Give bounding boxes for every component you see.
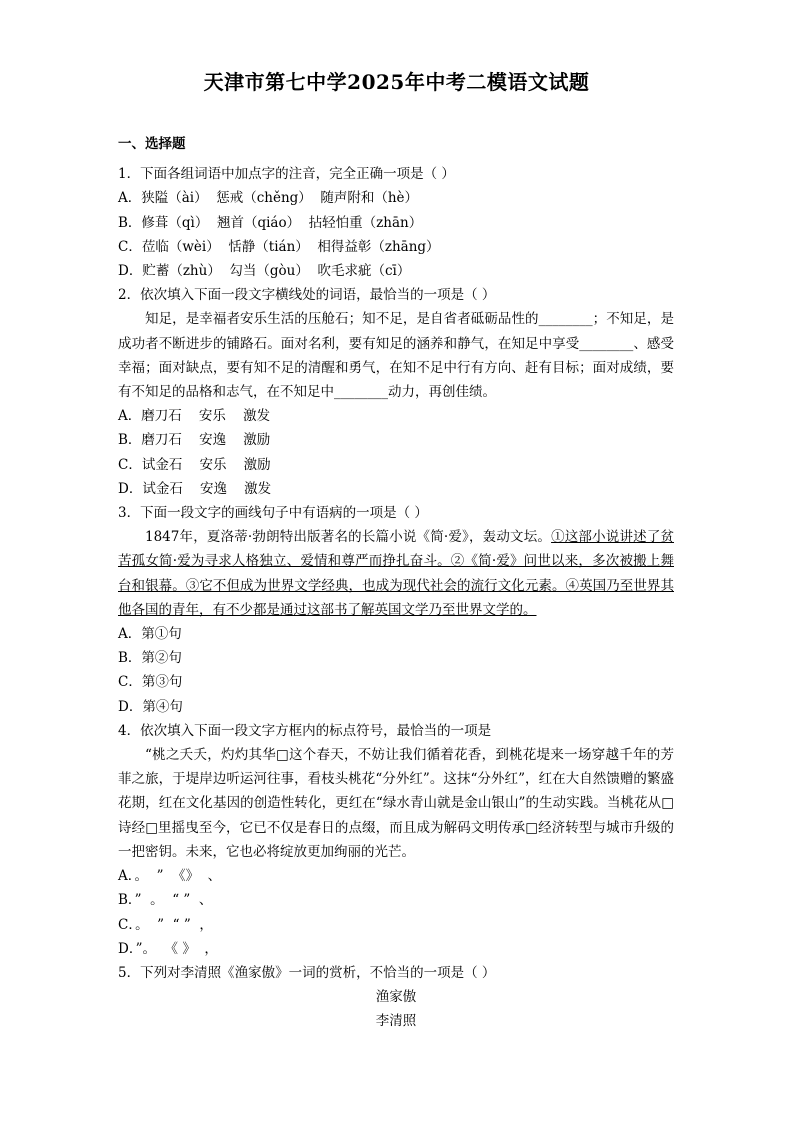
underlined-sentences: ①这部小说讲述了贫苦孤女简·爱为寻求人格独立、爱情和尊严而挣扎奋斗。②《简·爱》问世以来，多次被搬上舞台和银幕。③它不但成为世界文学经典，也成为现代社会的流行文化元素。④英国乃至世界其他各国的青年，有不少都是通过这部书了解英国文学乃至世界文学的。: [118, 529, 674, 618]
question-stem: 1．下面各组词语中加点字的注音，完全正确一项是（ ）: [118, 166, 455, 183]
option-c: C．。 ” “ ” ，: [118, 916, 213, 933]
option-a: A．第①句: [118, 626, 182, 643]
option-b: B．第②句: [118, 650, 182, 667]
option-d: D．贮蓄（zhù） 勾当（gòu） 吹毛求疵（cī）: [118, 263, 411, 280]
option-a: A．狭隘（ài） 惩戒（chěng） 随声附和（hè）: [118, 190, 419, 207]
option-c: C．第③句: [118, 674, 183, 691]
exam-content: [118, 132, 674, 1034]
question-3: [118, 501, 674, 719]
question-passage: [118, 525, 674, 622]
option-b: B．” 。 “ ” 、: [118, 892, 213, 909]
question-stem: 2．依次填入下面一段文字横线处的词语，最恰当的一项是（ ）: [118, 287, 496, 304]
option-d: D．试金石 安逸 激发: [118, 480, 272, 497]
option-b: B．磨刀石 安逸 激励: [118, 432, 271, 449]
option-b: B．修葺（qì） 翘首（qiáo） 拈轻怕重（zhān）: [118, 214, 423, 231]
question-5: [118, 961, 674, 1034]
poem-author: 李清照: [375, 1013, 417, 1030]
passage-plain-text: 1847年，夏洛蒂·勃朗特出版著名的长篇小说《简·爱》，轰动文坛。: [145, 529, 552, 546]
page-title: 天津市第七中学2025年中考二模语文试题: [203, 70, 590, 94]
question-2: [118, 283, 674, 501]
question-stem: 5．下列对李清照《渔家傲》一词的赏析，不恰当的一项是（ ）: [118, 964, 496, 981]
question-1: [118, 162, 674, 283]
option-d: D．第④句: [118, 698, 183, 715]
question-stem: 4．依次填入下面一段文字方框内的标点符号，最恰当的一项是: [118, 722, 492, 739]
option-c: C．莅临（wèi） 恬静（tián） 相得益彰（zhāng）: [118, 238, 440, 255]
question-4: [118, 719, 674, 961]
question-stem: 3．下面一段文字的画线句子中有语病的一项是（ ）: [118, 505, 428, 522]
option-a: A．。 ” 《》 、: [118, 868, 222, 885]
option-d: D．”。 《 》 ，: [118, 940, 218, 957]
question-passage: “桃之夭夭，灼灼其华□这个春天，不妨让我们循着花香，到桃花堤来一场穿越千年的芳菲之旅，于堤岸边听运河往事，看枝头桃花“分外红”。这抹“分外红”，红在大自然馈赠的繁盛花期，红在文化基因的创造性转化，更红在“绿水青山就是金山银山”的生动实践。当桃花从□诗经□里摇曳至今，它已不仅是春日的点缀，而且成为解码文明传承□经济转型与城市升级的一把密钥。未来，它也必将绽放更加绚丽的光芒。: [118, 747, 674, 860]
option-a: A．磨刀石 安乐 激发: [118, 408, 271, 425]
poem-title: 渔家傲: [375, 989, 417, 1006]
question-passage: 知足，是幸福者安乐生活的压舱石；知不足，是自省者砥砺品性的________；不知足，是成功者不断进步的铺路石。面对名利，要有知足的涵养和静气，在知足中享受________、感受幸福；面对缺点，要有知不足的清醒和勇气，在知不足中行有方向、赶有目标；面对成绩，要有不知足的品格和志气，在不知足中________动力，再创佳绩。: [118, 311, 674, 401]
section-heading: 一、选择题: [118, 136, 186, 152]
option-c: C．试金石 安乐 激励: [118, 456, 271, 473]
